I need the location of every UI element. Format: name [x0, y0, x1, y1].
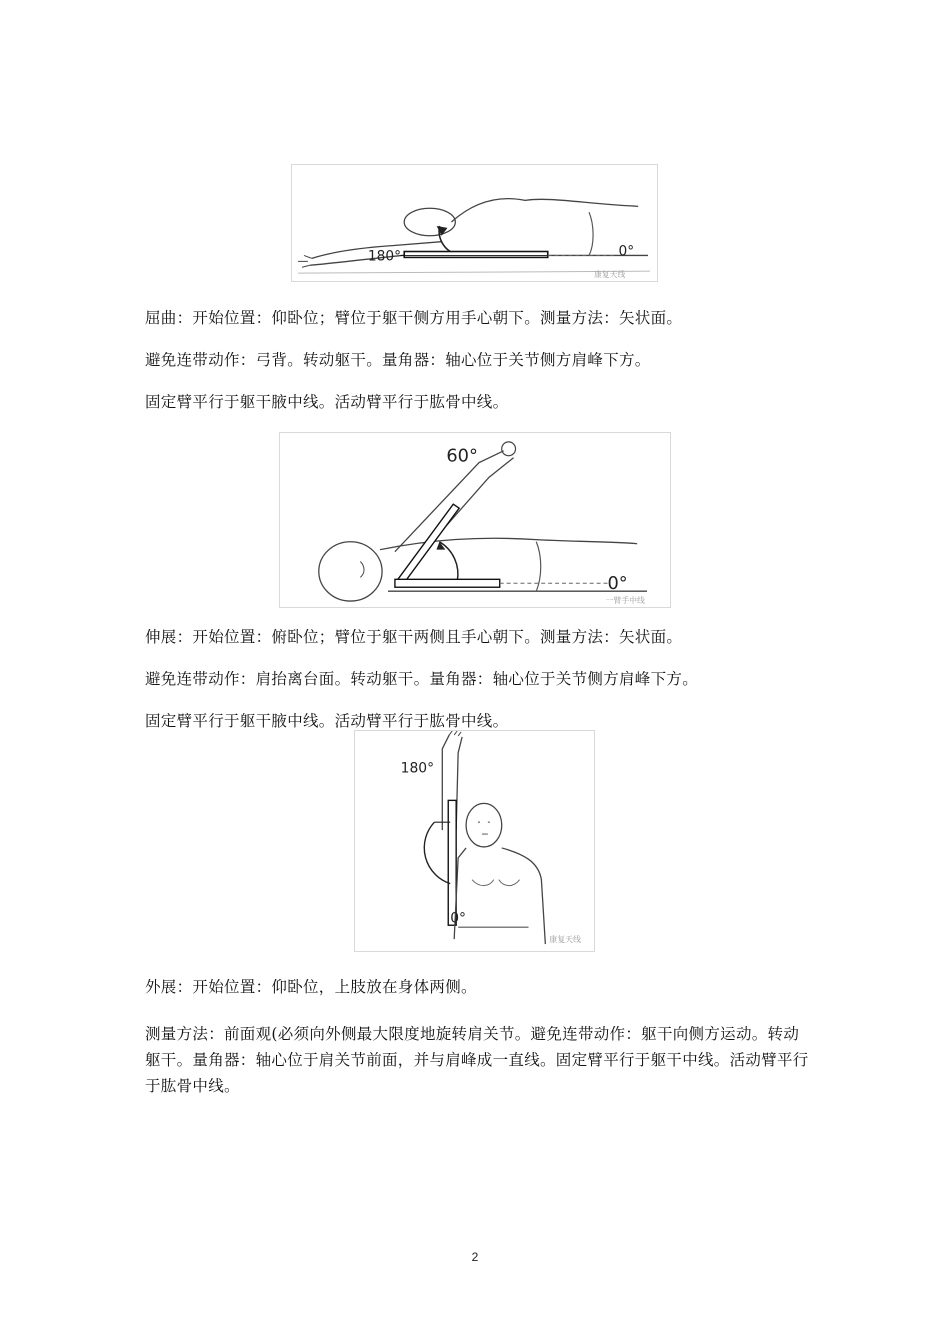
abduction-watermark: 康复天线 [549, 935, 581, 945]
flexion-paragraph-1: 屈曲：开始位置：仰卧位；臂位于躯干侧方用手心朝下。测量方法：矢状面。 [145, 309, 683, 327]
abduction-angle-end: 0° [450, 910, 466, 927]
extension-illustration [280, 433, 670, 607]
flexion-paragraph-2: 避免连带动作：弓背。转动躯干。量角器：轴心位于关节侧方肩峰下方。 [145, 351, 651, 369]
extension-paragraph-3: 固定臂平行于躯干腋中线。活动臂平行于肱骨中线。 [145, 712, 509, 730]
extension-paragraph-1: 伸展：开始位置：俯卧位；臂位于躯干两侧且手心朝下。测量方法：矢状面。 [145, 628, 683, 646]
abduction-paragraph-2: 测量方法：前面观(必须向外侧最大限度地旋转肩关节。避免连带动作：躯干向侧方运动。转动躯干。量角器：轴心位于肩关节前面，并与肩峰成一直线。固定臂平行于躯干中线。活动臂平行于肱骨中线。 [145, 1025, 809, 1095]
extension-figure [279, 432, 671, 608]
abduction-figure [354, 730, 595, 952]
flexion-figure [291, 164, 658, 282]
page-number: 2 [471, 1250, 479, 1264]
flexion-watermark: 康复天线 [593, 270, 626, 280]
flexion-paragraph-3: 固定臂平行于躯干腋中线。活动臂平行于肱骨中线。 [145, 393, 509, 411]
flexion-angle-end: 0° [618, 243, 635, 260]
extension-angle-start: 60° [446, 445, 478, 467]
abduction-paragraph-1: 外展：开始位置：仰卧位，上肢放在身体两侧。 [145, 978, 477, 996]
extension-watermark: 一臂手中线 [605, 596, 645, 606]
abduction-illustration [355, 731, 594, 951]
extension-angle-end: 0° [607, 573, 628, 595]
flexion-illustration [292, 165, 657, 281]
abduction-angle-start: 180° [400, 760, 435, 777]
flexion-angle-start: 180° [367, 248, 401, 265]
extension-paragraph-2: 避免连带动作：肩抬离台面。转动躯干。量角器：轴心位于关节侧方肩峰下方。 [145, 670, 699, 688]
